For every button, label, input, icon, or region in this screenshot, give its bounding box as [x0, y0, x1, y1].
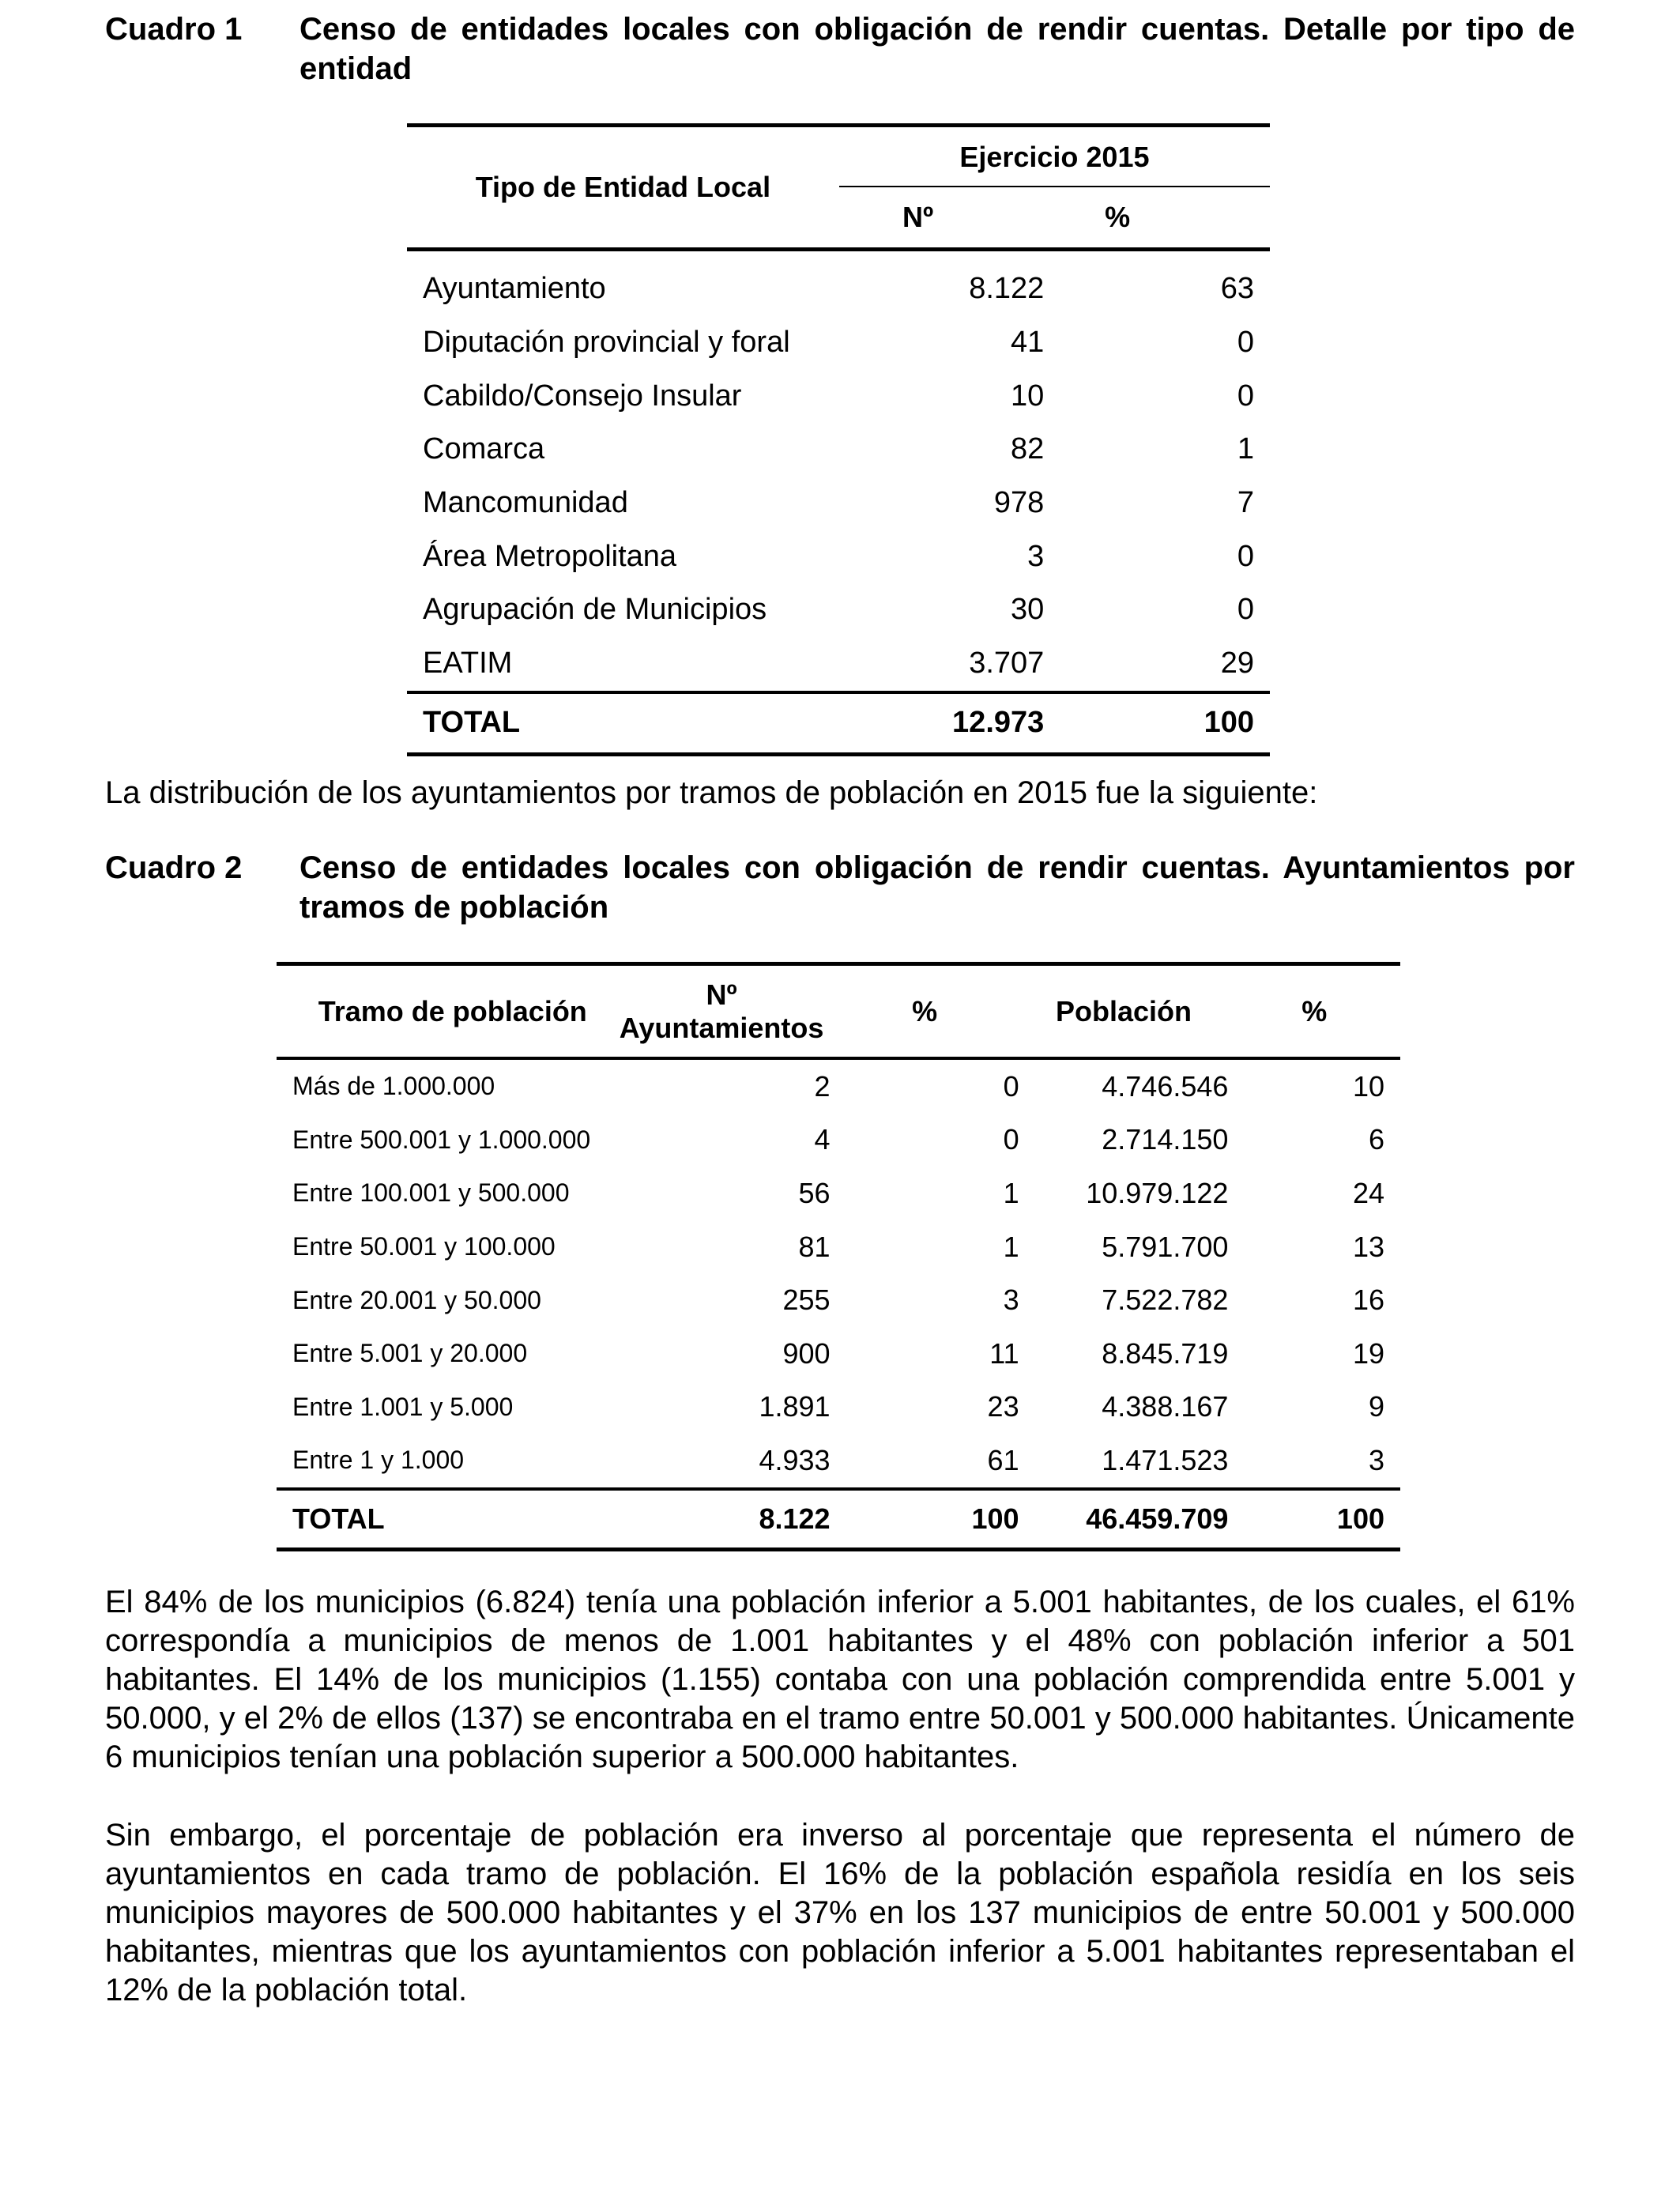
cell-n: 41	[1011, 326, 1045, 360]
header-n: Nº	[839, 187, 1044, 250]
cell-pct-poblacion: 9	[1368, 1390, 1384, 1423]
table-row	[277, 1434, 1400, 1489]
cuadro1-title: Censo de entidades locales con obligación de rendir cuentas. Detalle por tipo de entidad	[299, 12, 1575, 86]
cell-poblacion: 2.714.150	[1102, 1123, 1229, 1156]
cell-tramo: Entre 20.001 y 50.000	[292, 1285, 541, 1314]
cell-tramo: Más de 1.000.000	[292, 1072, 495, 1101]
cell-pct-poblacion: 16	[1352, 1284, 1384, 1317]
cell-pct: 61	[987, 1443, 1019, 1476]
cell-tipo: Mancomunidad	[423, 486, 628, 520]
cell-tipo: Área Metropolitana	[423, 539, 677, 573]
cell-poblacion: 4.746.546	[1102, 1069, 1229, 1103]
cell-tramo: Entre 1.001 y 5.000	[292, 1392, 514, 1421]
table-row	[277, 1114, 1400, 1167]
cell-tramo: Entre 1 y 1.000	[292, 1446, 465, 1475]
table-row	[407, 250, 1270, 316]
total-n: 8.122	[613, 1489, 831, 1550]
cell-tipo: Cabildo/Consejo Insular	[423, 379, 742, 413]
cell-poblacion: 5.791.700	[1102, 1230, 1229, 1263]
table-row	[407, 316, 1270, 370]
cell-n: 1.891	[759, 1390, 831, 1423]
header-pct-poblacion: %	[1228, 964, 1400, 1059]
cell-tipo: Agrupación de Municipios	[423, 593, 767, 627]
total-label: TOTAL	[277, 1489, 613, 1550]
cell-tramo: Entre 50.001 y 100.000	[292, 1232, 556, 1261]
cell-pct: 29	[1220, 647, 1254, 680]
cell-pct: 0	[1237, 593, 1254, 627]
header-ejercicio-label: Ejercicio 2015	[959, 141, 1150, 173]
table-row	[277, 1327, 1400, 1381]
table-row	[407, 477, 1270, 530]
table-row	[277, 1273, 1400, 1327]
paragraph-2: Sin embargo, el porcentaje de población era inverso al porcentaje que representa el número de ayuntamientos en cada tramo de población. El 16% de la población española residía en los seis municipios mayores de 500.000 habitantes y el 37% en los 137 municipios de entre 50.001 y 500.000 habitantes, mientras que los ayuntamientos con población inferior a 5.001 habitantes representaban el 12% de la población total.	[105, 1818, 1575, 2007]
cell-poblacion: 8.845.719	[1102, 1336, 1229, 1370]
cell-tramo: Entre 500.001 y 1.000.000	[292, 1125, 591, 1154]
cell-pct: 0	[1237, 326, 1254, 360]
cuadro2-label: Cuadro 2	[105, 850, 243, 885]
header-tramo: Tramo de población	[277, 964, 613, 1059]
cell-pct: 0	[1237, 539, 1254, 573]
header-tipo: Tipo de Entidad Local	[407, 126, 839, 250]
header-pct: %	[1044, 187, 1270, 250]
header-n-ayuntamientos: Nº Ayuntamientos	[613, 964, 831, 1059]
cell-n: 255	[782, 1284, 831, 1317]
header-pct: %	[831, 964, 1019, 1059]
cell-n: 4.933	[759, 1443, 831, 1476]
total-poblacion: 46.459.709	[1019, 1489, 1229, 1550]
cell-pct-poblacion: 24	[1352, 1176, 1384, 1209]
cell-n: 56	[798, 1176, 831, 1209]
header-row	[277, 964, 1400, 1059]
cell-pct: 7	[1237, 486, 1254, 520]
cell-pct: 1	[1003, 1176, 1019, 1209]
cell-pct: 1	[1237, 432, 1254, 466]
cell-n: 81	[798, 1230, 831, 1263]
table-row	[407, 369, 1270, 423]
cuadro2-table	[277, 962, 1400, 1551]
table-row	[407, 583, 1270, 637]
total-pct-poblacion: 100	[1228, 1489, 1400, 1550]
table-row	[407, 530, 1270, 583]
cell-pct: 0	[1003, 1123, 1019, 1156]
cell-poblacion: 1.471.523	[1102, 1443, 1229, 1476]
header-poblacion: Población	[1019, 964, 1229, 1059]
cuadro2-title: Censo de entidades locales con obligación de rendir cuentas. Ayuntamientos por tramos de población	[299, 850, 1575, 925]
cell-tipo: Ayuntamiento	[423, 272, 606, 306]
cell-n: 3.707	[969, 647, 1045, 680]
total-label: TOTAL	[407, 692, 839, 755]
cell-pct-poblacion: 13	[1352, 1230, 1384, 1263]
header-ejercicio	[839, 126, 1270, 188]
cell-n: 10	[1011, 379, 1045, 413]
intro-text: La distribución de los ayuntamientos por tramos de población en 2015 fue la siguiente:	[105, 775, 1318, 810]
cell-pct: 1	[1003, 1230, 1019, 1263]
cell-n: 2	[814, 1069, 831, 1103]
total-row	[277, 1489, 1400, 1550]
cell-n: 900	[782, 1336, 831, 1370]
cell-tramo: Entre 100.001 y 500.000	[292, 1178, 570, 1208]
cell-pct: 63	[1220, 272, 1254, 306]
header-divider	[839, 186, 1270, 187]
cell-pct-poblacion: 10	[1352, 1069, 1384, 1103]
table-row	[277, 1058, 1400, 1114]
cell-pct-poblacion: 6	[1368, 1123, 1384, 1156]
cell-n: 3	[1027, 539, 1045, 573]
cell-pct-poblacion: 19	[1352, 1336, 1384, 1370]
cell-pct-poblacion: 3	[1368, 1443, 1384, 1476]
cell-tipo: Diputación provincial y foral	[423, 326, 790, 360]
table-row	[277, 1220, 1400, 1274]
cell-poblacion: 4.388.167	[1102, 1390, 1229, 1423]
cell-n: 8.122	[969, 272, 1045, 306]
cell-pct: 23	[987, 1390, 1019, 1423]
paragraph-1: El 84% de los municipios (6.824) tenía una población inferior a 5.001 habitantes, de los cuales, el 61% correspondía a municipios de menos de 1.001 habitantes y el 48% con población inferior a 501 habitantes. El 14% de los municipios (1.155) contaba con una población comprendida entre 5.001 y 50.000, y el 2% de ellos (137) se encontraba en el tramo entre 50.001 y 500.000 habitantes. Únicamente 6 municipios tenían una población superior a 500.000 habitantes.	[105, 1585, 1575, 1774]
cell-tipo: EATIM	[423, 647, 513, 680]
total-row	[407, 692, 1270, 755]
cell-poblacion: 7.522.782	[1102, 1284, 1229, 1317]
total-pct: 100	[831, 1489, 1019, 1550]
cell-pct: 0	[1003, 1069, 1019, 1103]
table-row	[407, 637, 1270, 692]
cell-tipo: Comarca	[423, 432, 545, 466]
cell-pct: 3	[1003, 1284, 1019, 1317]
cell-poblacion: 10.979.122	[1086, 1176, 1229, 1209]
total-pct: 100	[1044, 692, 1270, 755]
cuadro1-table	[407, 123, 1270, 756]
table-row	[277, 1381, 1400, 1434]
cell-n: 30	[1011, 593, 1045, 627]
table-row	[407, 423, 1270, 477]
cell-pct: 11	[989, 1336, 1019, 1370]
cuadro1-label: Cuadro 1	[105, 12, 243, 47]
total-n: 12.973	[839, 692, 1044, 755]
cell-pct: 0	[1237, 379, 1254, 413]
cell-n: 4	[814, 1123, 831, 1156]
cell-n: 82	[1011, 432, 1045, 466]
cell-n: 978	[993, 486, 1045, 520]
table-row	[277, 1167, 1400, 1220]
cell-tramo: Entre 5.001 y 20.000	[292, 1339, 528, 1368]
